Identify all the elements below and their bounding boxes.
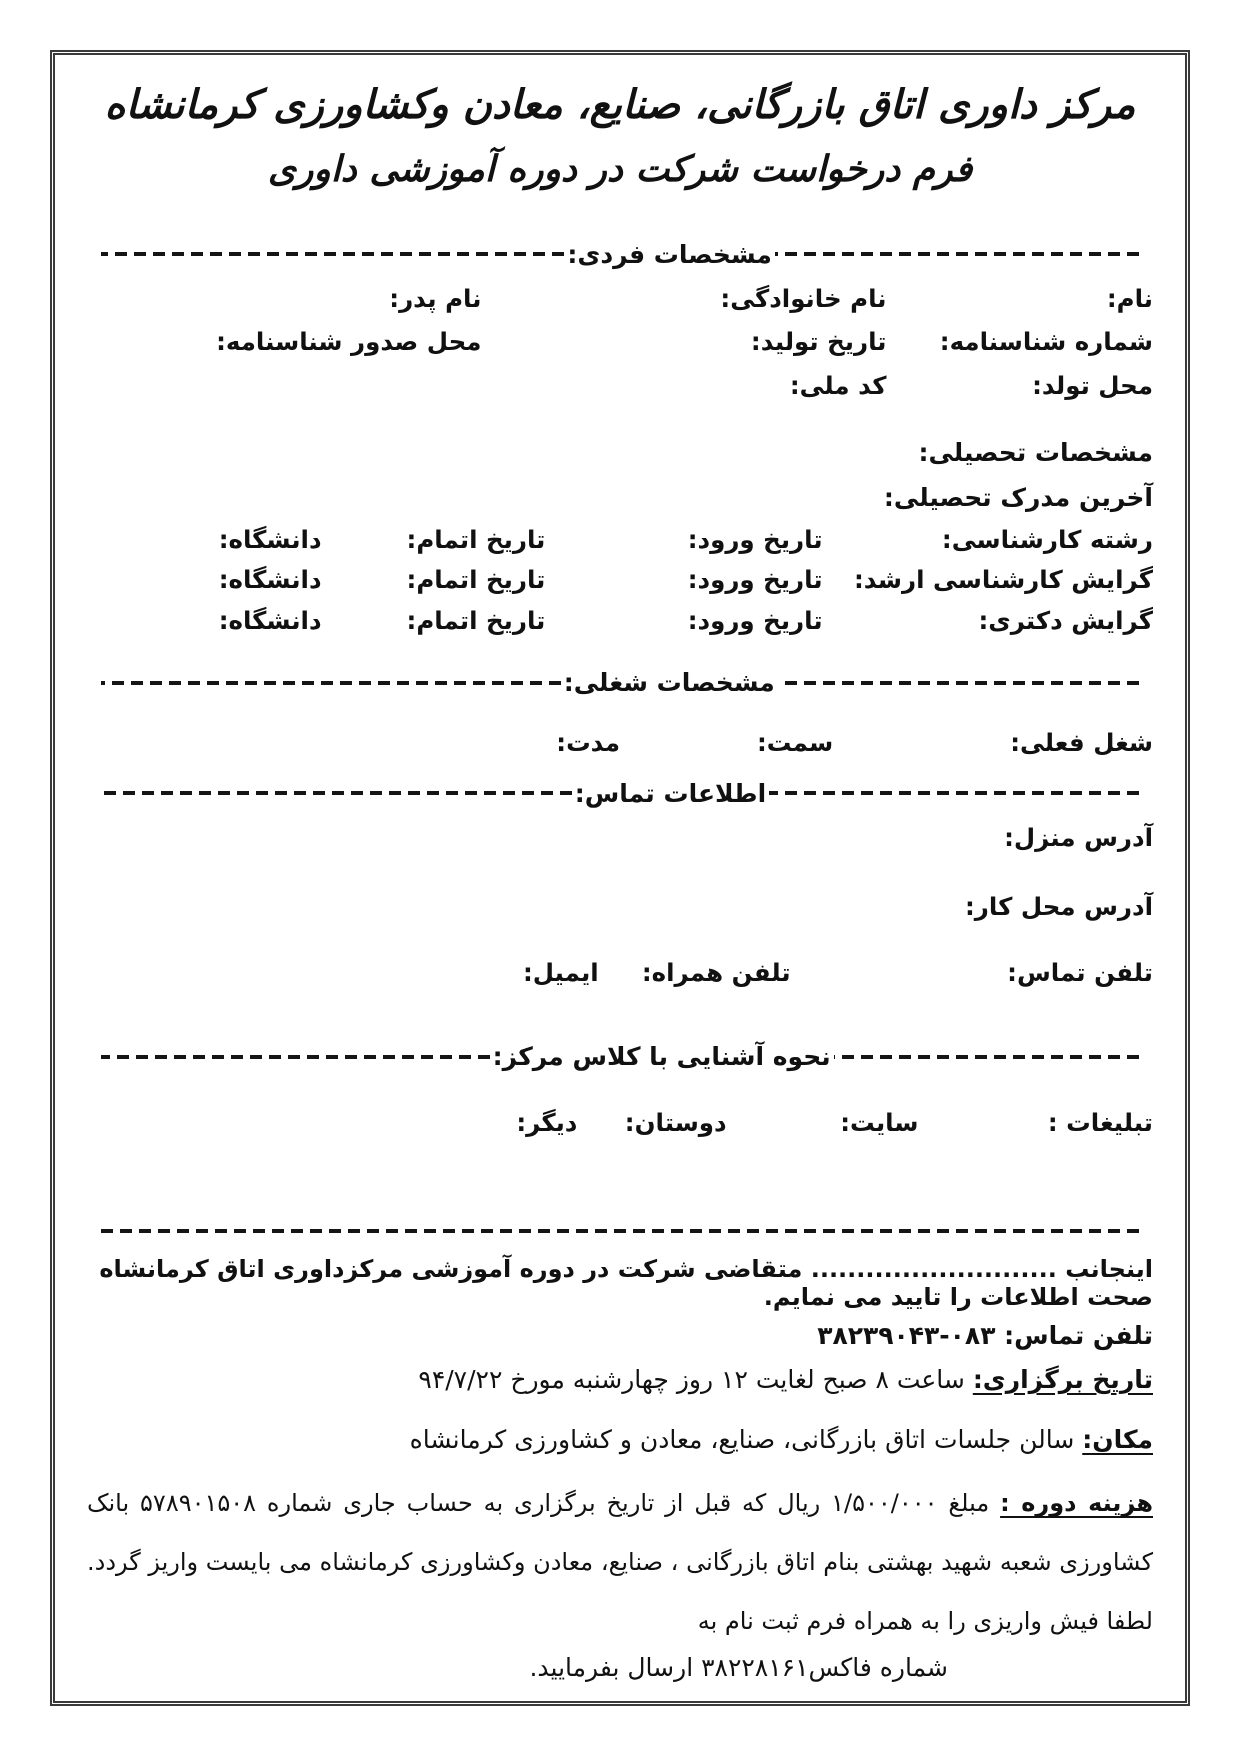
event-date-line [87, 1362, 1153, 1398]
education-row-master [87, 562, 1153, 598]
separator-dash-line [101, 1229, 1139, 1233]
label-entry-date: تاریخ ورود: [687, 605, 823, 635]
fee-paragraph [87, 1474, 1153, 1650]
section-label-contact: اطلاعات تماس: [574, 778, 767, 808]
label-current-job: شغل فعلی: [1010, 728, 1153, 758]
date-text: ساعت ۸ صبح لغایت ۱۲ روز چهارشنبه مورخ ۹۴/۷/۲۲ [418, 1364, 965, 1394]
label-birth-place: محل تولد: [1032, 370, 1153, 400]
form-content [55, 55, 1185, 1682]
label-university: دانشگاه: [218, 605, 322, 635]
fee-label: هزینه دوره : [1000, 1489, 1154, 1518]
personal-row-2 [87, 324, 1153, 360]
label-last-name: نام خانوادگی: [720, 283, 887, 313]
page-border-frame [50, 50, 1190, 1706]
location-line [87, 1422, 1153, 1458]
label-id-issue-place: محل صدور شناسنامه: [216, 327, 482, 357]
label-master-major: گرایش کارشناسی ارشد: [853, 565, 1153, 595]
fax-line: شماره فاکس۳۸۲۲۸۱۶۱ ارسال بفرمایید. [529, 1652, 948, 1682]
education-row-bachelor [87, 522, 1153, 558]
label-email: ایمیل: [522, 957, 599, 987]
dash-line [775, 252, 1139, 256]
section-label-job: مشخصات شغلی: [563, 668, 775, 698]
section-header-personal [101, 240, 1139, 269]
dash-line [769, 791, 1139, 795]
phone-label: تلفن تماس: [1004, 1320, 1153, 1350]
job-row [87, 725, 1153, 761]
label-father-name: نام پدر: [389, 283, 482, 313]
fee-text: مبلغ ۱/۵۰۰/۰۰۰ ریال که قبل از تاریخ برگزاری به حساب جاری شماره ۵۷۸۹۰۱۵۰۸ بانک کشاورزی شعبه شهید بهشتی بنام اتاق بازرگانی ، صنایع، معادن وکشاورزی کرمانشاه می بایست واریز گردد. لطفا فیش واریزی را به همراه فرم ثبت نام به [87, 1489, 1153, 1636]
section-header-contact [101, 779, 1139, 808]
label-id-number: شماره شناسنامه: [939, 327, 1153, 357]
personal-row-3 [87, 368, 1153, 404]
label-mobile: تلفن همراه: [641, 957, 791, 987]
empty-cell [87, 368, 481, 404]
label-completion-date: تاریخ اتمام: [406, 565, 546, 595]
location-label: مکان: [1082, 1425, 1153, 1455]
contact-phone-line [87, 1321, 1153, 1350]
label-phd-major: گرایش دکتری: [978, 605, 1153, 635]
label-duration: مدت: [556, 728, 621, 758]
label-work-address: آدرس محل کار: [965, 892, 1153, 922]
label-national-code: کد ملی: [789, 370, 887, 400]
dash-line [778, 681, 1139, 685]
section-header-referral [101, 1042, 1139, 1071]
section-label-referral: نحوه آشنایی با کلاس مرکز: [492, 1042, 831, 1072]
label-position: سمت: [756, 728, 834, 758]
org-title: مرکز داوری اتاق بازرگانی، صنایع، معادن وکشاورزی کرمانشاه [104, 82, 1136, 128]
form-title: فرم درخواست شرکت در دوره آموزشی داوری [267, 149, 973, 190]
personal-row-1 [87, 281, 1153, 317]
label-phone: تلفن تماس: [1007, 957, 1153, 987]
referral-row [87, 1105, 1153, 1141]
label-completion-date: تاریخ اتمام: [406, 524, 546, 554]
last-degree-heading: آخرین مدرک تحصیلی: [883, 482, 1153, 512]
dash-line [101, 681, 561, 685]
label-university: دانشگاه: [218, 565, 322, 595]
section-header-job [101, 668, 1139, 697]
label-ads: تبلیغات : [1047, 1108, 1153, 1138]
phone-number: ۰۸۳-۳۸۲۳۹۰۴۳ [817, 1320, 996, 1350]
dash-line [101, 1055, 490, 1059]
label-name: نام: [1106, 283, 1153, 313]
education-row-phd [87, 603, 1153, 639]
label-university: دانشگاه: [218, 524, 322, 554]
location-text: سالن جلسات اتاق بازرگانی، صنایع، معادن و کشاورزی کرمانشاه [409, 1425, 1075, 1455]
label-entry-date: تاریخ ورود: [687, 565, 823, 595]
dash-line [101, 252, 564, 256]
declaration-text: اینجانب ........................... متقاضی شرکت در دوره آموزشی مرکزداوری اتاق کرمانشاه صحت اطلاعات را تایید می نمایم. [99, 1254, 1153, 1311]
label-other: دیگر: [516, 1108, 578, 1138]
label-entry-date: تاریخ ورود: [687, 524, 823, 554]
label-completion-date: تاریخ اتمام: [406, 605, 546, 635]
label-friends: دوستان: [624, 1108, 727, 1138]
label-home-address: آدرس منزل: [1004, 822, 1153, 852]
dash-line [834, 1055, 1139, 1059]
date-label: تاریخ برگزاری: [972, 1364, 1153, 1394]
label-bachelor-major: رشته کارشناسی: [941, 524, 1153, 554]
contact-row [87, 955, 1153, 991]
dash-line [101, 791, 572, 795]
education-heading: مشخصات تحصیلی: [918, 438, 1153, 468]
section-label-personal: مشخصات فردی: [567, 239, 772, 269]
label-website: سایت: [840, 1108, 919, 1138]
label-birth-date: تاریخ تولید: [750, 327, 887, 357]
